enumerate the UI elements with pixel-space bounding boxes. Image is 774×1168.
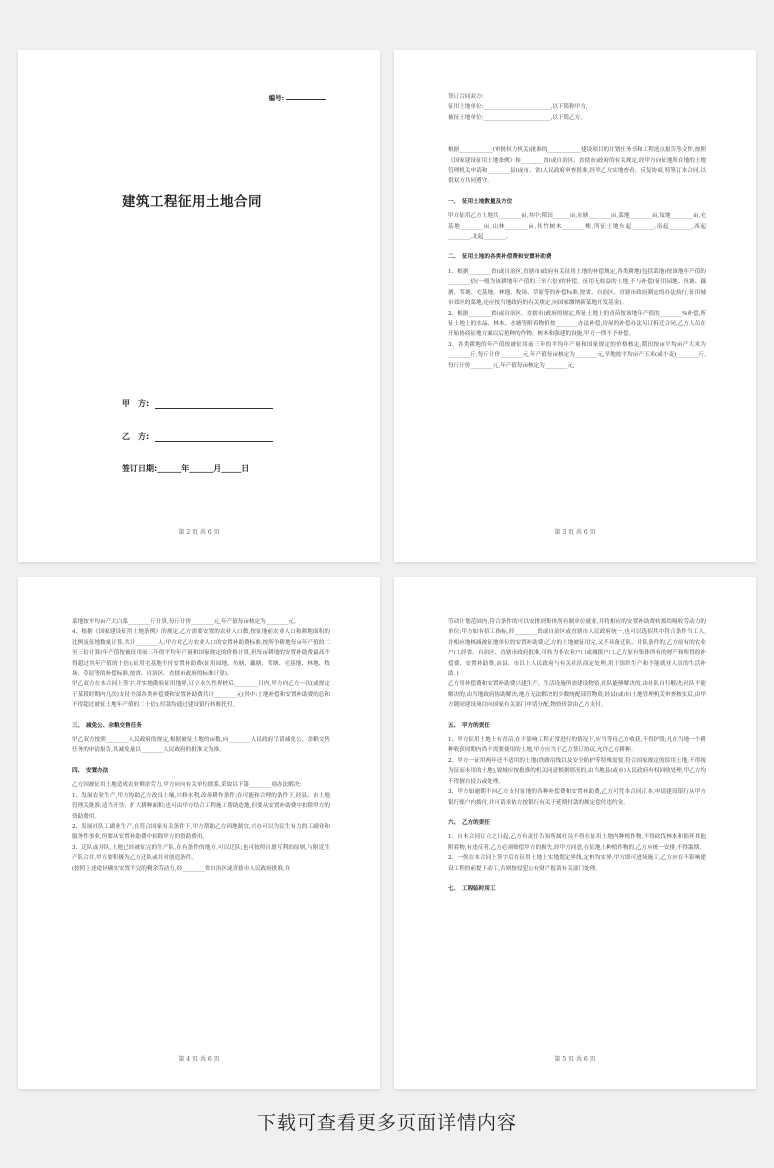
paragraph: 2、根据________省(或自治区、直辖市)政府的规定,所征土地上的青苗按该地年产值的________%补偿,所征土地上的水晶、林木、水塘等附着物价按________办法补偿,房屋的补偿办法另订拆迁合同,乙方人员在开始协商征地方案以后抢种的作物、树木和强建的设施,甲方一律不予补偿。 [448,310,706,338]
paragraph: 2、发展社队工副业生产,在符合国家有关条件下,甲方帮助乙方因地制宜,兴办可以为民生有力的工副业和服务性事业,但要从安置补助费中扣除甲方的资助费用。 [72,823,330,841]
contract-number [269,93,326,102]
party-b-line [122,431,273,442]
paragraph: (按照上述途径确实安置不完的剩余劳动力,经________省自治区或直辖市人民政府批准,在 [72,865,291,872]
paragraph: 3、迁队或并队,土地已经被征完的生产队,在有条件的地方,可以迁队;也可按照自愿互利的原则,与附近生产队合并,甲方要积极为乙方迁队或并对创造条件。 [72,844,330,862]
page-text [72,617,330,874]
paragraph: 被征土地单位:________________________,以下简乙方。 [448,114,586,121]
page-text [448,92,706,371]
paragraph: 乙方因被征用土地造成农业剩余劳力,甲方应向有关单位联系,采取以下第________项办法解决: [72,782,302,789]
page-number: 第 2 页 共 6 页 [178,529,220,536]
paragraph: 4、根据《国家建设征用土地条例》的规定,乙方需要安置的农业人口数,按征地前农业人口和耕地面积的比例及征地数量计算,共计________人;甲方对乙方农业人口的安置补助费标准,按所争耕地每亩年产值的二至三倍计算(年产值按被征用前三年的平均年产量和国家规定的价格计算,但每亩耕地的安置补助费最高不得超过其年产值的十倍);征用宅基地不付安置补助费(征用园地、鱼塘、藕塘、苇塘、宅基地、林地、牧场、草原等的补偿标准,按省、自治区、直辖市政府的标准计算)。 [72,629,330,678]
contract-title: 建筑工程征用土地合同 [122,194,262,210]
paragraph: 1、自本合同订立之日起,乙方有责任告知所属社员不得在征用土地内种植作物,不得砍伐林木和损坏其他附着物,有违反者,乙方必须赔偿甲方的损失,经甲方同意,在征地上种植作物的,乙方应统一安排,不得滥期。 [448,834,706,851]
section-heading: 三、 减免公、余粮交售任务 [72,722,142,729]
paragraph: 3、甲方如逾期不向乙方支付征地的各种补偿费和安置补助费,乙方可凭本合同正本,申请建设银行从甲方银行账户内拨付,并可请求依方按银行有关于延期付款的规定偿付违约金。 [448,789,706,806]
page-text [448,617,706,898]
paragraph: 甲乙双方按照________人民政府的规定,根据被征土地的亩数,向________人民政府呈请减免公、余粮交售任务的申请报告,其减免量以________人民政府的批准文为准。 [72,737,330,754]
section-heading: 六、 乙方的责任 [448,819,490,826]
paragraph: 菜地按平均亩产大白菜________斤计算,每斤计价________元,年产值每亩核定为________元。 [72,619,300,625]
paragraph: 3、各类耕地的年产值按被征用前三年的平均年产量和国家规定的价格核定,稻田按亩平均亩产大米为________斤,每斤计价________元,年产值每亩核定为________元,旱地按平均亩产玉米(或小麦)________斤,每斤计价________元,年产值每亩核定为________元, [448,341,706,369]
paragraph: 征用土地单位:________________________,以下简称甲方, [448,104,588,111]
contract-page-5 [394,577,756,1089]
paragraph: 甲方征用乙方土地共________亩,其中:稻田______亩,水塘________亩,菜地________亩,坟地________亩,宅基地________亩,山林________亩,其竹树木________株,所征土地东起________,南起________,西起________,北起________。 [448,213,706,241]
download-more-link[interactable]: 下载可查看更多页面详情内容 [256,1112,517,1134]
page-number: 第 4 页 共 6 页 [178,1056,220,1063]
paragraph: 2、一俟在本合同上签字后在征用土地上实地划定界线,定桩均实界,甲方即可进场施工,乙方应在不影响建设工程的前提下动工,否则按侵犯公有财产报请有关部门处理。 [448,855,706,872]
contract-page-4 [18,577,380,1089]
page-number: 第 3 页 共 6 页 [554,529,596,536]
section-heading: 一、 征用土地数量及方位 [448,198,513,205]
paragraph: 签订合同双方: [448,94,484,100]
section-heading: 二、 征用土地的各类补偿费和安置补助费 [448,254,552,261]
party-a-label: 甲 方: [122,399,150,408]
contract-number-label: 编号: [268,94,284,102]
party-b-label: 乙 方: [122,432,150,441]
paragraph: 劳动计划范围内,符合条件的可以安排到集体所有制单位就业,并将相应的安置补助费转拨给吸收劳动力的单位;甲方如有招工指标,经________省或自治区或直辖市人民政府统一,也可以选招其中符合条件当工人,并相应地核减被征地单位的安置补助费;乙方的土地被征用完,又不具备迁队、并队条件的,乙方原有的农业户口,经省、自治区、直辖市政府批准,可转为非农业户口或城镇户口,乙方原有集体所有的财产和所得的补偿费、安置补助费,由县、市以上人民政府与有关社队商定处理,用于组织生产和不能就业人员的生活补助。) [448,619,706,678]
section-heading: 七、 工程临时用工 [448,885,496,892]
paragraph: 1、发展农业生产,甲方协助乙方改良土壤,兴修水利,改善耕作条件;在可能和合理的条件下,经县、市土地管理关批准,适当开垦、扩大耕种面积;也可由甲方结合工程施工帮助造地,但要从安置补助费中扣除甲方的资助费用。 [72,792,330,820]
paragraph: 1、根据________省(或自治区,直辖市)政府有关征用土地的补偿规定,各类耕地(包括菜地)按该地年产值的________倍(一般为该耕地年产值的三至六倍)的补偿。征用无收益的土地,不与补偿(征用园地、鱼塘、藕塘、苇塘、宅基地、林地、牧场、草原等的补偿标准,按省、自治区、直辖市政府制定的办法执行;征用城市郊区的菜地,还应按当地政府的有关规定,向国家缴纳新菜地开发基金)。 [448,268,706,307]
sign-date: 签订日期:______年______月_____日 [122,464,250,473]
section-heading: 四、 安置办法 [72,767,109,774]
paragraph: 2、甲方一证用两年还不适用的土地(铁路沿线以及安全防护等特殊需要,符合国家规定的留用土地,不得视为征而未用的土地),致域应按批准的机关同意根据情况的,由当地县(或市)人民政府有权回收处理,甲乙方均不得擅自侵占或处理。 [448,757,707,785]
party-a-line [122,398,273,409]
contract-cover-page [18,50,380,562]
paragraph: 乙方用补偿费和安置补助费兴建生产、生活设施所需建设物资,社队能够解决的,由社队自行解决;社队不能解决的,由当地政府协助解决;地方无法解决的少数统配部管物资,经县(或市)土地管理机关审查核实后,由甲方随同建设项目向国家有关部门申请分配,物资价款由乙方支付。 [448,681,706,709]
paragraph: 甲乙双方在本合同上签字,并实地勘验征用地界,订立永久性界桩后,________日内,甲方向乙方一次(或规定于某段时期内几次)支付全部各类补偿费和安置补助费共计________元(其中:土地补偿和安置补助费的总和不得超过被征土地年产值的二十倍),付款均通过建设银行转账托付。 [72,681,330,709]
page-number: 第 5 页 共 6 页 [554,1056,596,1063]
paragraph: 根据____________(审批权力机关)批准的____________建设项目的计划任务书和工程选点报告等文件,按照《国家建设征用土地条例》和________省(或自治区、直辖市)政府的有关规定,经甲方向征地所在地的土地管理机关申请和________县(或市、省)人民政府审查批准,经甲乙方实地查看、反复协商,特签订本合同,以供双方共同遵守。 [448,147,706,185]
contract-page-3 [394,50,756,562]
section-heading: 五、 甲方的责任 [448,722,490,729]
paragraph: 1、甲方征用土地上有青苗,在不影响工程正常进行的情况下,应当等待乙方收获,不得铲毁;凡在当地一个耕种收获周期内尚不需要使用的土地,甲方应当于乙方签订协议,允许乙方耕种。 [448,737,706,754]
